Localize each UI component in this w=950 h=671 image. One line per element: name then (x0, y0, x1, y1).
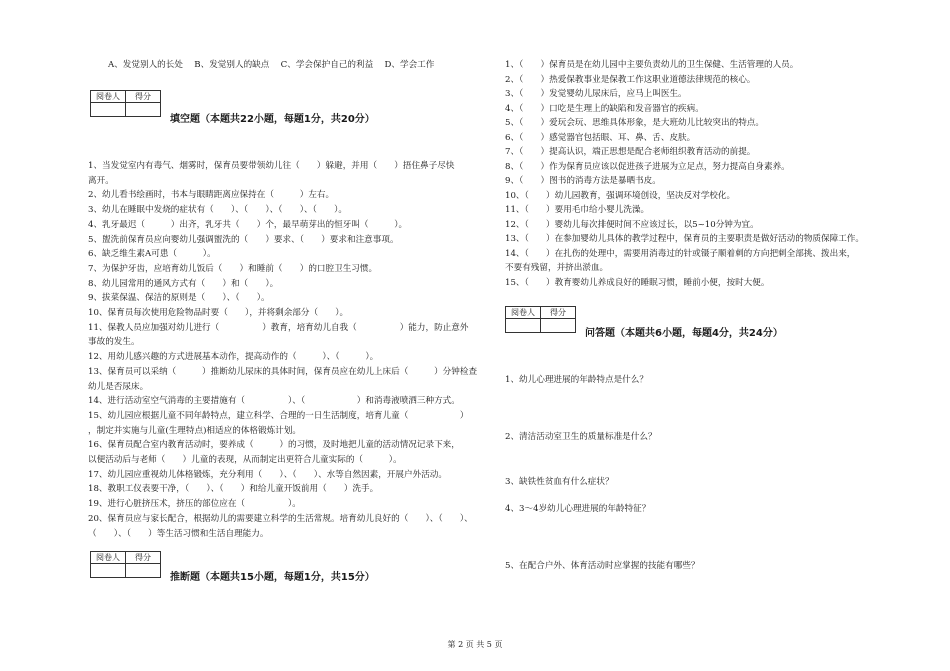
judge-item: 6、（ ）感觉器官包括眼、耳、鼻、舌、皮肤。 (505, 132, 696, 143)
judge-item: 9、（ ）图书的消毒方法是暴晒书皮。 (505, 176, 661, 186)
question-line: 7、为保护牙齿，应培育幼儿饭后（ ）和睡前（ ）的口腔卫生习惯。 (88, 263, 378, 274)
judge-item: 4、（ ）口吃是生理上的缺陷和发音器官的疾病。 (505, 103, 704, 114)
qa-question: 1、幼儿心理进展的年龄特点是什么？ (505, 375, 648, 385)
question-line: 9、拔菜保温、保洁的原则是（ ）、（ ）。 (88, 293, 270, 304)
question-line: 18、教职工仪表要干净，（ ）、（ ）和给儿童开饭前用（ ）洗手。 (88, 484, 379, 495)
score-label: 得分 (126, 552, 161, 564)
question-line: 6、缺乏维生素A可患（ ）。 (88, 249, 216, 260)
reviewer-label: 阅卷人 (91, 91, 126, 103)
judge-item: 2、（ ）热爱保教事业是保教工作这职业道德法律规范的核心。 (505, 74, 756, 85)
reviewer-label: 阅卷人 (91, 552, 126, 564)
score-label: 得分 (541, 307, 576, 319)
question-line: 幼儿是否尿床。 (88, 381, 149, 392)
question-line: 以便活动后与老师（ ）儿童的表现，从而制定出更符合儿童实际的（ ）。 (88, 455, 402, 465)
judge-item: 7、（ ）提高认识，端正思想是配合老师组织教育活动的前提。 (505, 147, 756, 157)
question-line: 1、当发觉室内有毒气、烟雾时，保育员要带领幼儿往（ ）躲避，并用（ ）捂住鼻子尽快 (88, 161, 455, 171)
reviewer-cell (506, 319, 541, 333)
judge-item: 3、（ ）发觉婴幼儿尿床后，应马上叫医生。 (505, 89, 687, 99)
question-line: 16、保育员配合室内教育活动时，要养成（ ）的习惯，及时地把儿童的活动情况记录下来， (88, 440, 460, 451)
reviewer-cell (91, 103, 126, 117)
qa-section-title: 问答题（本题共6小题，每题4分，共24分） (585, 328, 783, 339)
question-line: 17、幼儿园应重视幼儿体格锻炼，充分利用（ ）、（ ）、水等自然因素，开展户外活动。 (88, 469, 447, 480)
qa-question: 5、在配合户外、体育活动时应掌握的技能有哪些？ (505, 561, 700, 571)
question-line: 11、保教人员应加强对幼儿进行（ ）教育，培育幼儿自我（ ）能力，防止意外 (88, 322, 469, 333)
question-line: 14、进行活动室空气消毒的主要措施有（ ）、（ ）和消毒液喷洒三种方式。 (88, 396, 460, 407)
question-line: 20、保育员应与家长配合，根据幼儿的需要建立科学的生活常规。培育幼儿良好的（ ）、（ ）、 (88, 513, 473, 524)
judge-item: 11、（ ）要用毛巾给小婴儿洗澡。 (505, 205, 650, 215)
question-line: 10、保育员每次使用危险物品时要（ ），并将剩余部分（ ）。 (88, 308, 349, 318)
question-line: 离开。 (88, 175, 114, 186)
question-line: 12、用幼儿感兴趣的方式进展基本动作，提高动作的（ ）、（ ）。 (88, 352, 379, 363)
question-line: 13、保育员可以采纳（ ）推断幼儿尿床的具体时间，保育员应在幼儿上床后（ ）分钟检查 (88, 366, 478, 377)
question-line: 19、进行心脏挤压术，挤压的部位应在（ ）。 (88, 499, 301, 510)
reviewer-cell (91, 564, 126, 578)
score-cell (126, 103, 161, 117)
question-line: （ ）、（ ）等生活习惯和生活自理能力。 (88, 528, 269, 539)
qa-question: 3、缺铁性贫血有什么症状？ (505, 477, 614, 487)
fill-section-title: 填空题（本题共22小题，每题1分，共20分） (170, 114, 375, 125)
question-line: 5、盥洗前保育员应向婴幼儿强调盥洗的（ ）要求、（ ）要求和注意事项。 (88, 234, 399, 245)
judge-item: 14、（ ）在扎伤的处理中，需要用消毒过的针或镊子顺着刺的方向把刺全部挑、拨出来， (505, 248, 856, 259)
score-box (90, 551, 161, 578)
score-cell (126, 564, 161, 578)
judge-item: 10、（ ）幼儿园教育，强调环境创设，坚决反对学校化。 (505, 190, 736, 201)
question-line: 3、幼儿在睡眠中发烧的症状有（ ）、（ ）、（ ）、（ ）。 (88, 205, 347, 216)
page-footer: 第 2 页 共 5 页 (447, 640, 503, 649)
qa-question: 2、清洁活动室卫生的质量标准是什么？ (505, 432, 657, 442)
judge-item: 不要有残留，并挤出淤血。 (505, 263, 609, 273)
judge-item: 5、（ ）爱玩会玩、思维具体形象，是大班幼儿比较突出的特点。 (505, 118, 764, 128)
score-label: 得分 (126, 91, 161, 103)
judge-section-title: 推断题（本题共15小题，每题1分，共15分） (170, 572, 375, 583)
question-line: 事故的发生。 (88, 337, 140, 348)
qa-question: 4、3～4岁幼儿心理进展的年龄特征？ (505, 504, 651, 514)
reviewer-label: 阅卷人 (506, 307, 541, 319)
score-cell (541, 319, 576, 333)
score-box (505, 306, 576, 333)
judge-item: 8、（ ）作为保育员应该以促进孩子进展为立足点，努力提高自身素养。 (505, 161, 790, 172)
judge-item: 12、（ ）婴幼儿每次排便时间不应该过长，以5~10分钟为宜。 (505, 219, 759, 230)
question-line: 8、幼儿园常用的通风方式有（ ）和（ ）。 (88, 278, 279, 289)
question-line: 15、幼儿园应根据儿童不同年龄特点，建立科学、合理的一日生活制度，培育儿童（ ） (88, 410, 469, 421)
question-line: 2、幼儿看书绘画时，书本与眼睛距离应保持在（ ）左右。 (88, 190, 335, 201)
top-options: A、发觉别人的长处 B、发觉别人的缺点 C、学会保护自己的利益 D、学会工作 (108, 60, 435, 70)
score-box (90, 90, 161, 117)
judge-item: 1、（ ）保育员是在幼儿园中主要负责幼儿的卫生保健、生活管理的人员。 (505, 60, 799, 70)
judge-item: 13、（ ）在参加婴幼儿具体的教学过程中，保育员的主要职责是做好活动的物质保障工作。 (505, 234, 864, 244)
question-line: 4、乳牙最迟（ ）出齐，乳牙共（ ）个，最早萌芽出的恒牙叫（ ）。 (88, 219, 408, 230)
judge-item: 15、（ ）教育婴幼儿养成良好的睡眠习惯，睡前小便，按时大便。 (505, 277, 770, 288)
question-line: ，制定并实施与儿童(生理特点)相适应的体格锻炼计划。 (88, 425, 301, 436)
